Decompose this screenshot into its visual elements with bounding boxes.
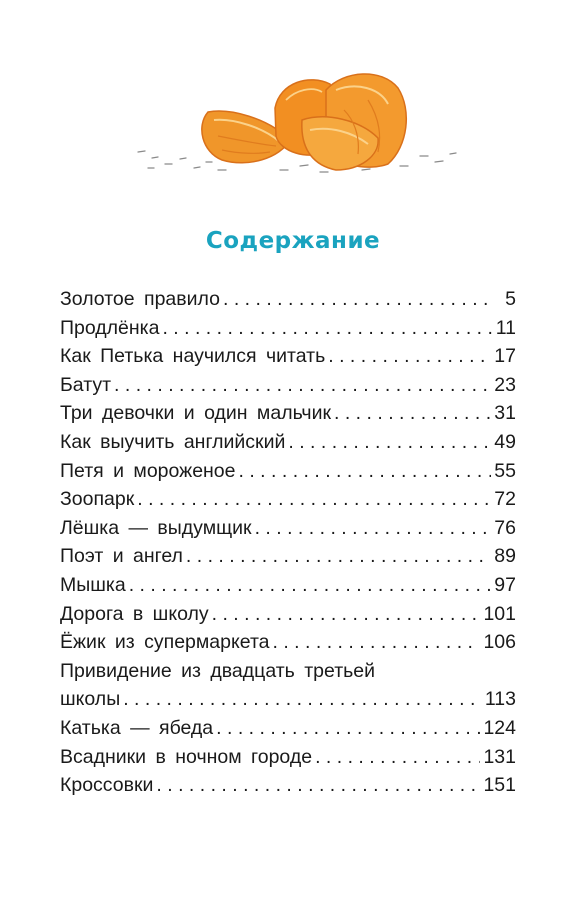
toc-entry-page: 113: [484, 688, 516, 711]
toc-entry-page: 76: [494, 516, 516, 539]
toc-entry-title: Три девочки и один мальчик: [60, 402, 332, 425]
page-title: Содержание: [205, 228, 381, 254]
dot-leader: [114, 371, 491, 400]
toc-entry-title: Мышка: [60, 573, 126, 596]
dot-leader: [212, 600, 481, 629]
dot-leader: [216, 714, 480, 743]
toc-entry[interactable]: [60, 571, 516, 600]
toc-entry[interactable]: [60, 542, 516, 571]
dot-leader: [123, 685, 482, 714]
toc-entry-title: Дорога в школу: [60, 602, 209, 625]
toc-entry[interactable]: [60, 428, 516, 457]
toc-entry-page: 17: [494, 345, 516, 368]
toc-entry-title: школы: [60, 688, 121, 711]
sketch-marks: [138, 151, 456, 172]
toc-entry[interactable]: [60, 771, 516, 800]
dot-leader: [129, 571, 492, 600]
toc-entry[interactable]: [60, 743, 516, 772]
dot-leader: [334, 399, 491, 428]
toc-entry-page: 97: [494, 573, 516, 596]
toc-entry-title: Батут: [60, 373, 112, 396]
toc-entry-title: Кроссовки: [60, 774, 154, 797]
toc-entry-title: Лёшка — выдумщик: [60, 516, 252, 539]
toc-entry-title-line[interactable]: [60, 657, 516, 686]
dot-leader: [273, 628, 481, 657]
toc-entry[interactable]: [60, 514, 516, 543]
mandarin-illustration: [130, 60, 460, 200]
toc-entry[interactable]: [60, 600, 516, 629]
toc-entry[interactable]: [60, 342, 516, 371]
toc-entry-page: 124: [483, 716, 516, 739]
toc-entry-title: Золотое правило: [60, 288, 220, 310]
toc-entry[interactable]: [60, 371, 516, 400]
toc-entry-page: 89: [494, 545, 516, 568]
toc-entry-title: Катька — ябеда: [60, 716, 214, 739]
toc-entry-title: Поэт и ангел: [60, 545, 183, 568]
dot-leader: [186, 542, 491, 571]
toc-entry-title: Ёжик из супермаркета: [60, 631, 270, 654]
dot-leader: [162, 314, 492, 343]
toc-entry-page: 131: [483, 745, 516, 768]
dot-leader: [223, 285, 495, 314]
toc-entry-title: Зоопарк: [60, 488, 135, 511]
toc-entry-page: 72: [494, 488, 516, 511]
toc-entry-title: Петя и мороженое: [60, 459, 236, 482]
toc-entry-title: Продлёнка: [60, 316, 160, 339]
toc-entry-page: 151: [483, 774, 516, 797]
toc-entry-page: 23: [494, 373, 516, 396]
toc-entry[interactable]: [60, 457, 516, 486]
toc-entry[interactable]: [60, 285, 516, 314]
toc-entry[interactable]: [60, 314, 516, 343]
table-of-contents: [60, 285, 516, 800]
toc-entry[interactable]: [60, 685, 516, 714]
toc-entry-page: 11: [495, 316, 516, 339]
toc-entry[interactable]: [60, 628, 516, 657]
toc-entry[interactable]: [60, 485, 516, 514]
dot-leader: [315, 743, 480, 772]
dot-leader: [239, 457, 492, 486]
toc-entry[interactable]: [60, 714, 516, 743]
toc-entry-page: 101: [483, 602, 516, 625]
toc-entry-page: 49: [494, 430, 516, 453]
dot-leader: [328, 342, 491, 371]
mandarin-segments-right: [275, 74, 406, 170]
toc-entry-title: Как Петька научился читать: [60, 345, 326, 368]
toc-entry-page: 55: [494, 459, 516, 482]
toc-entry-title: Всадники в ночном городе: [60, 745, 313, 768]
toc-entry-title: Привидение из двадцать третьей: [60, 659, 376, 682]
toc-entry[interactable]: [60, 399, 516, 428]
toc-entry-title: Как выучить английский: [60, 430, 286, 453]
dot-leader: [156, 771, 480, 800]
toc-entry-page: 5: [505, 288, 516, 310]
toc-entry-page: 106: [483, 631, 516, 654]
dot-leader: [137, 485, 491, 514]
toc-entry-page: 31: [494, 402, 516, 425]
dot-leader: [288, 428, 491, 457]
dot-leader: [255, 514, 492, 543]
